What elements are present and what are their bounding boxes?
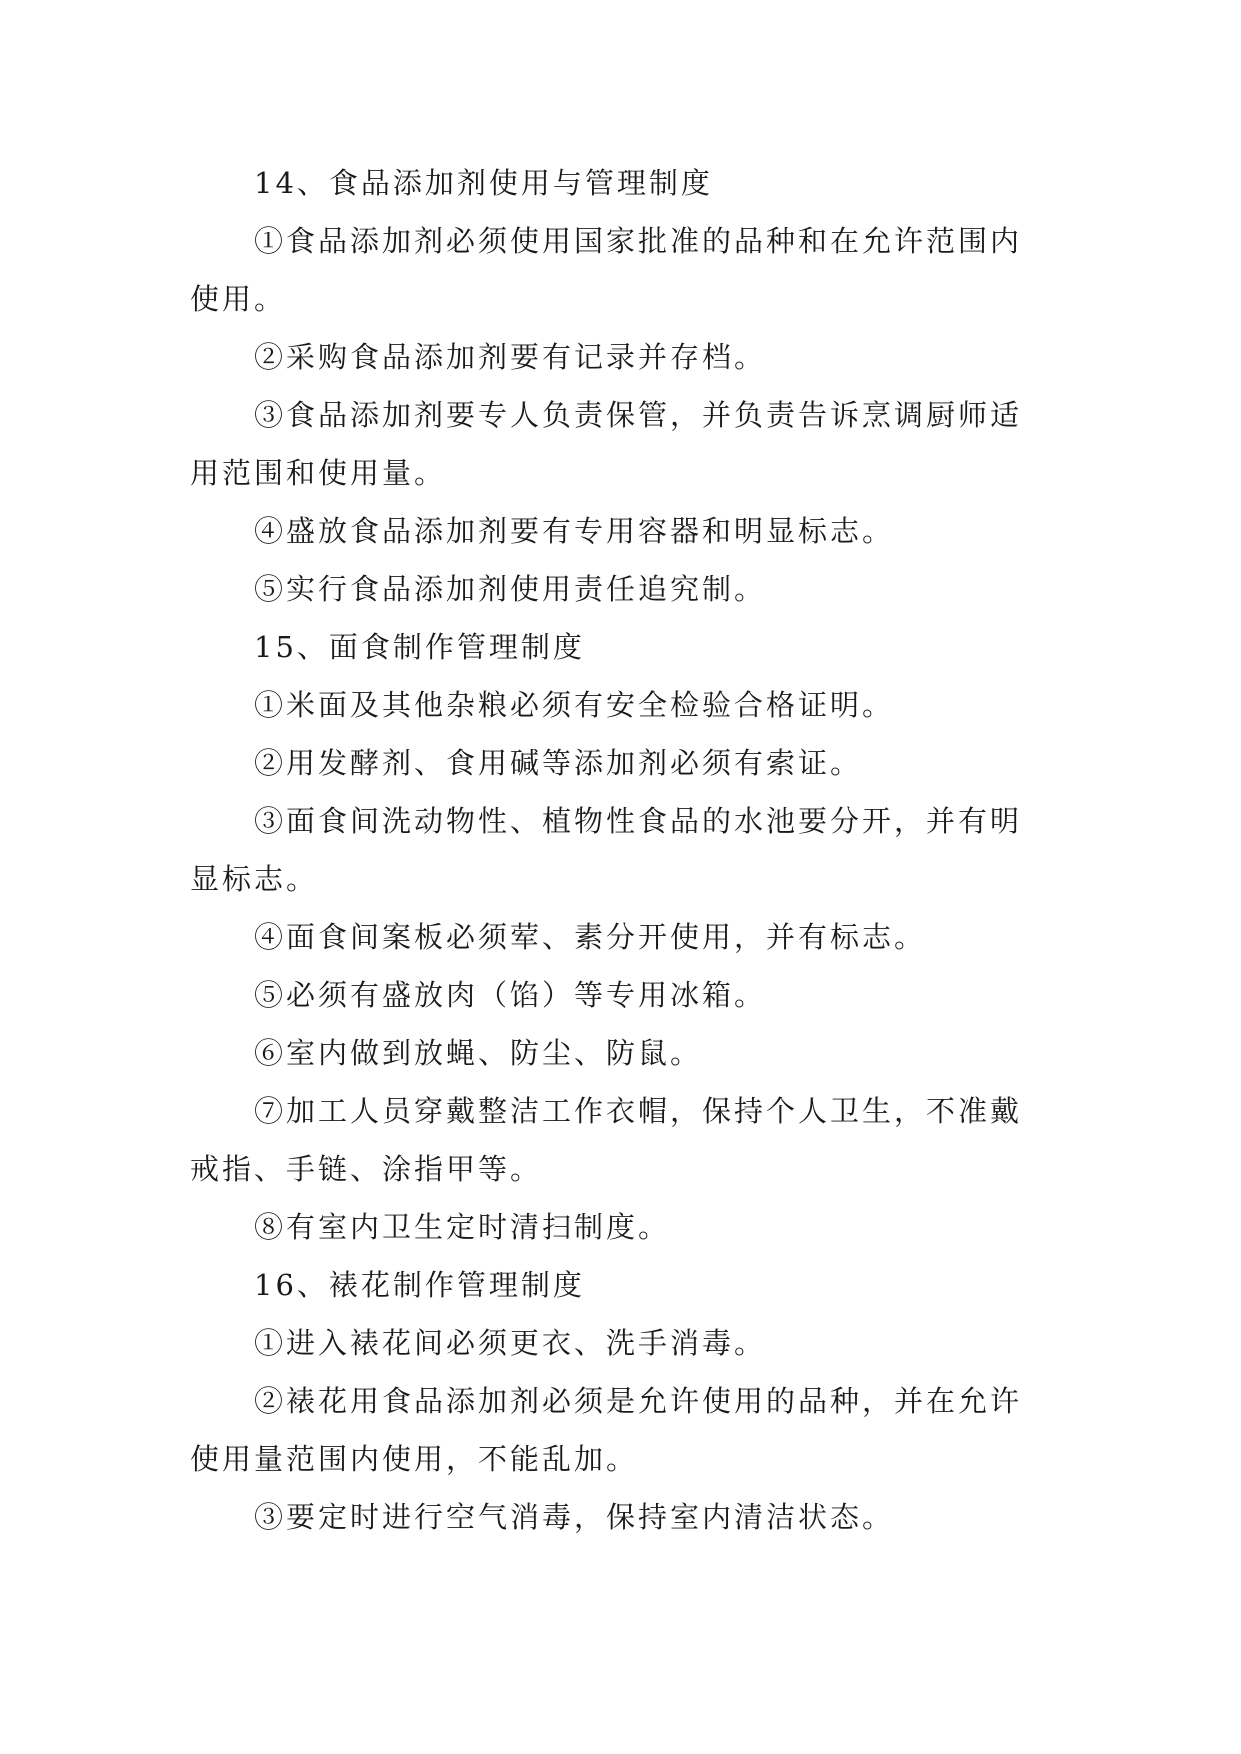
rule-item: ④面食间案板必须荤、素分开使用，并有标志。	[254, 920, 927, 954]
rule-item: ⑤必须有盛放肉（馅）等专用冰箱。	[254, 978, 767, 1012]
rule-item: ①米面及其他杂粮必须有安全检验合格证明。	[254, 688, 895, 722]
rule-item: ②用发酵剂、食用碱等添加剂必须有索证。	[254, 746, 863, 780]
rule-item: ②采购食品添加剂要有记录并存档。	[254, 340, 767, 374]
rule-item: ②裱花用食品添加剂必须是允许使用的品种，并在允许使用量范围内使用，不能乱加。	[190, 1384, 1023, 1476]
rule-item: ③要定时进行空气消毒，保持室内清洁状态。	[254, 1500, 895, 1534]
rule-item: ⑤实行食品添加剂使用责任追究制。	[254, 572, 767, 606]
rule-item: ③面食间洗动物性、植物性食品的水池要分开，并有明显标志。	[190, 804, 1023, 896]
section-heading-14: 14、食品添加剂使用与管理制度	[254, 166, 713, 200]
rule-item: ①食品添加剂必须使用国家批准的品种和在允许范围内使用。	[190, 224, 1023, 316]
rule-item: ④盛放食品添加剂要有专用容器和明显标志。	[254, 514, 895, 548]
rule-item: ⑦加工人员穿戴整洁工作衣帽，保持个人卫生，不准戴戒指、手链、涂指甲等。	[190, 1094, 1023, 1186]
rule-item: ⑥室内做到放蝇、防尘、防鼠。	[254, 1036, 703, 1070]
rule-item: ③食品添加剂要专人负责保管，并负责告诉烹调厨师适用范围和使用量。	[190, 398, 1023, 490]
rule-item: ①进入裱花间必须更衣、洗手消毒。	[254, 1326, 767, 1360]
section-heading-16: 16、裱花制作管理制度	[254, 1268, 585, 1302]
section-heading-15: 15、面食制作管理制度	[254, 630, 585, 664]
rule-item: ⑧有室内卫生定时清扫制度。	[254, 1210, 671, 1244]
document-body	[190, 154, 1052, 1546]
